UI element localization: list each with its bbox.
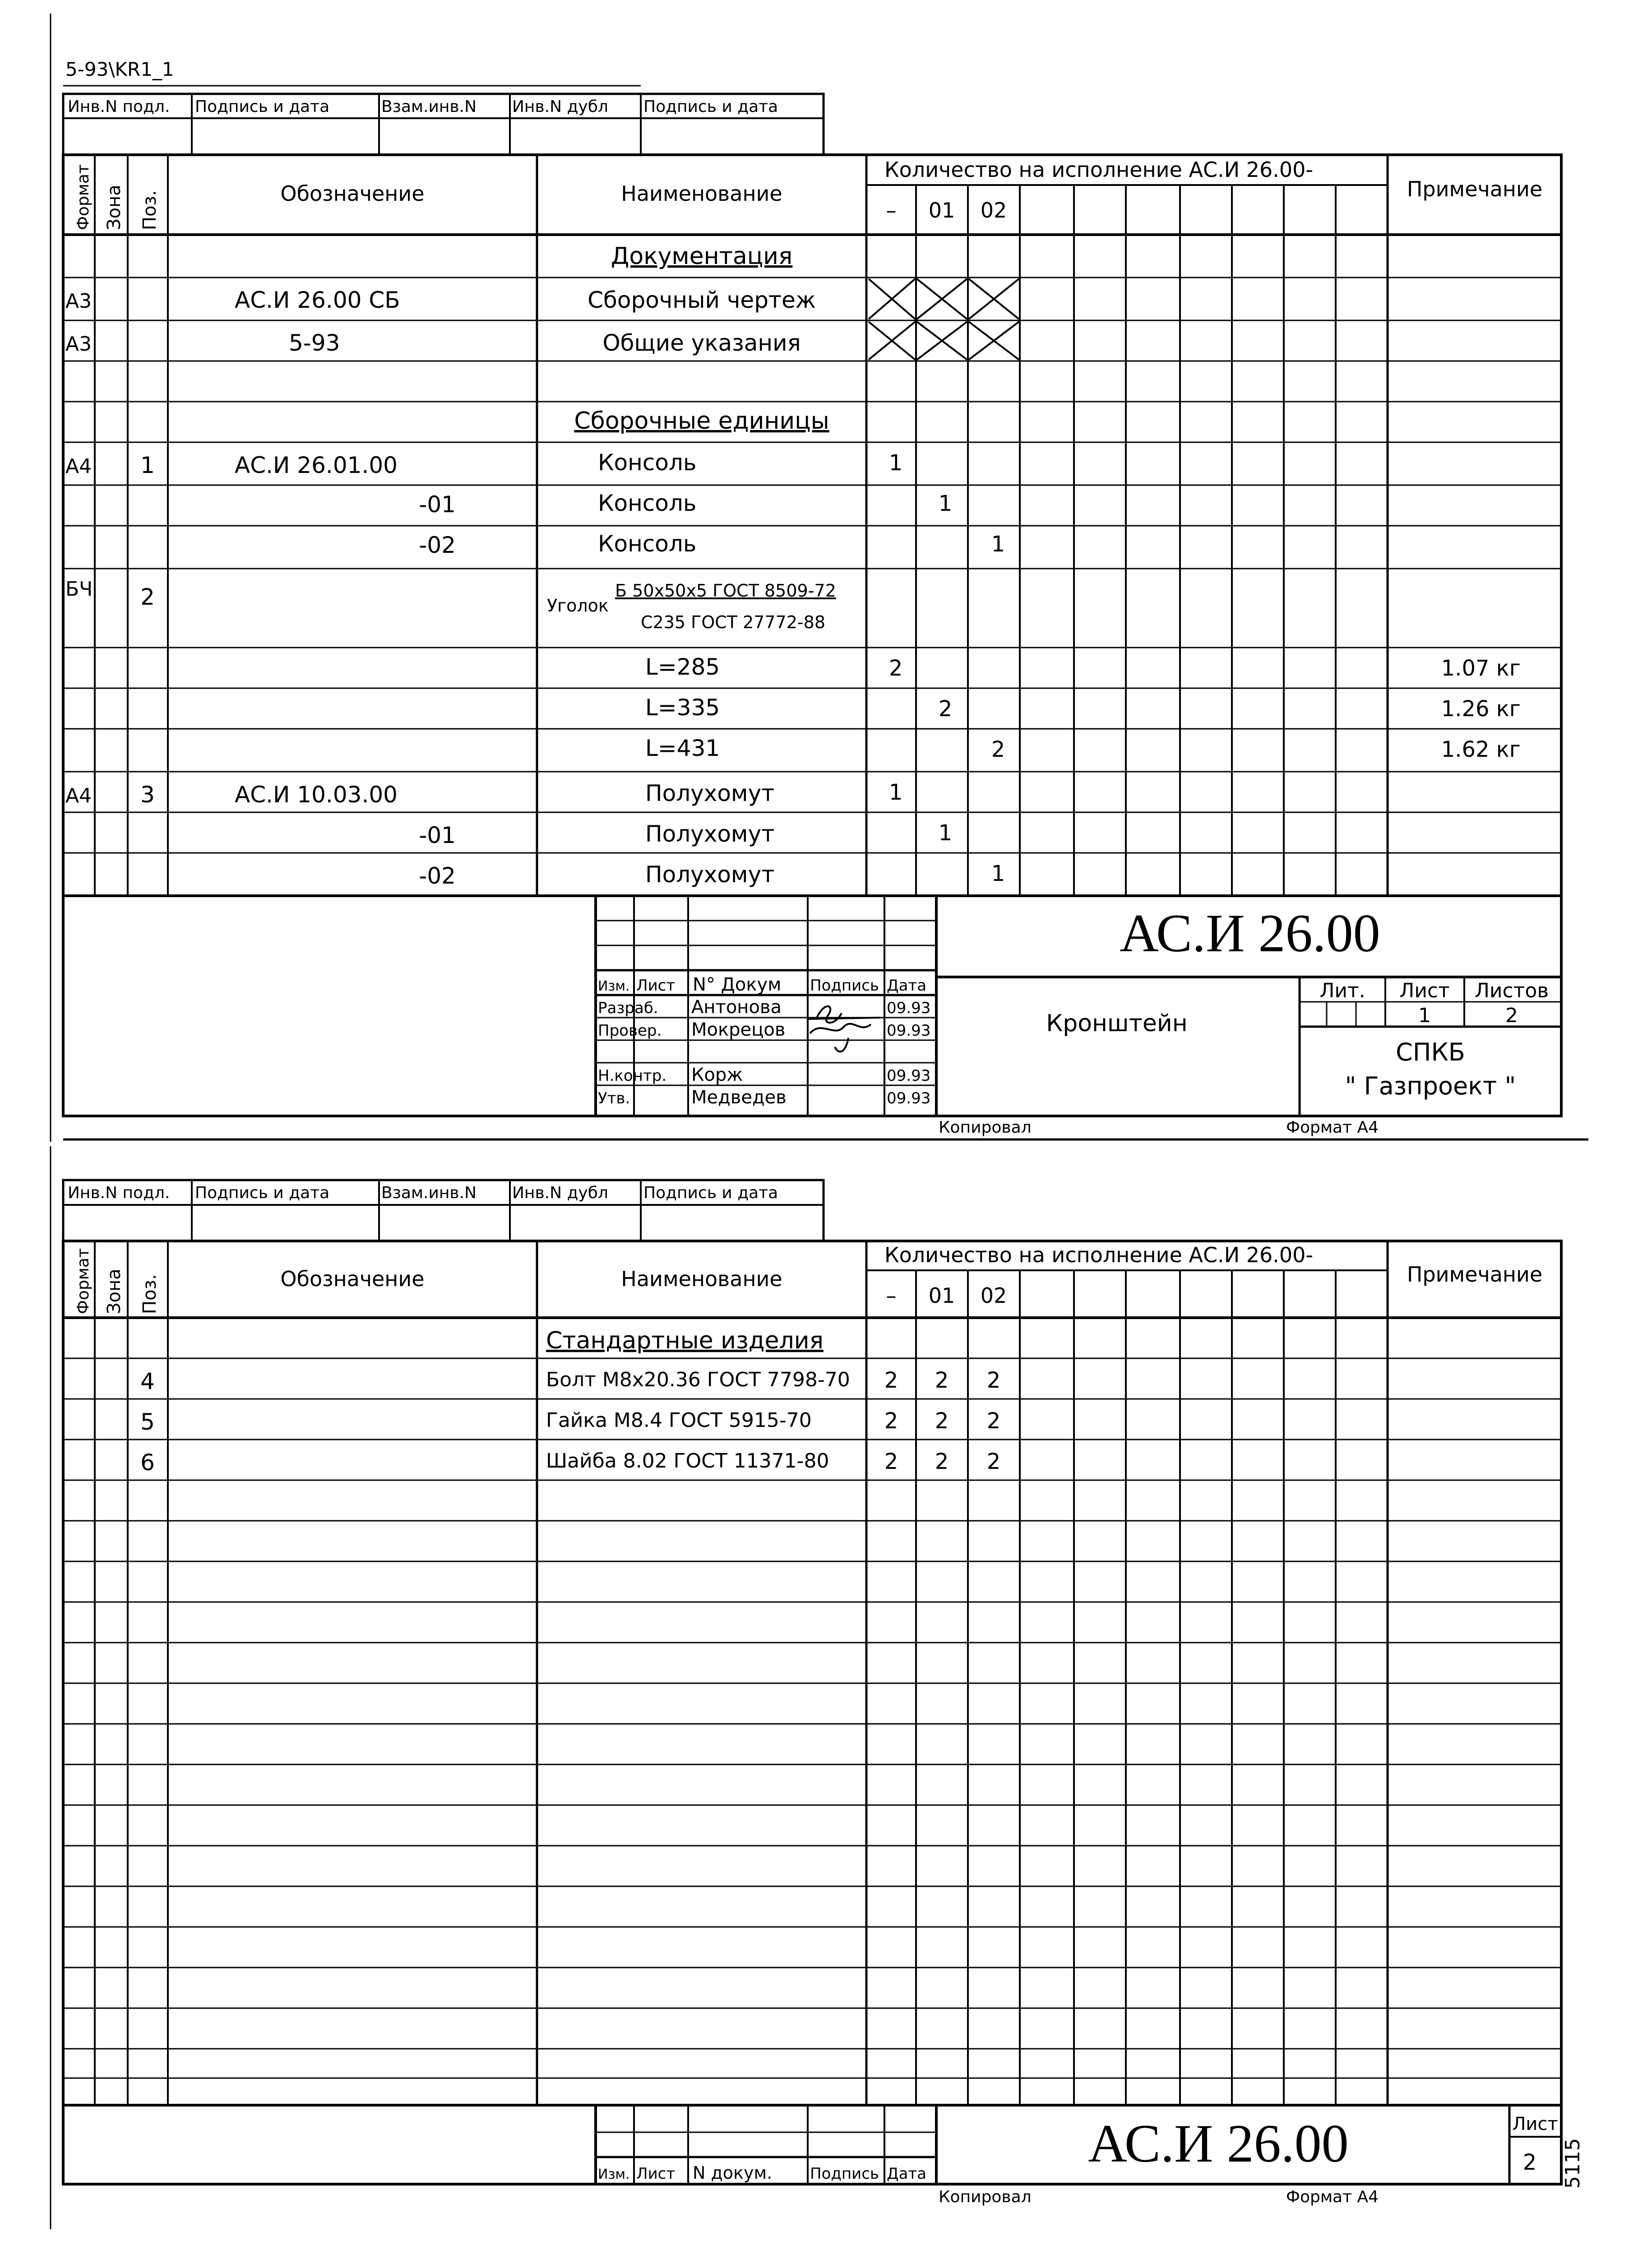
tb2-sheet: 2 (1522, 2150, 1537, 2175)
file-code: 5-93\KR1_1 (65, 58, 174, 80)
row-pos: 2 (140, 584, 155, 610)
stamp-h4: Подпись и дата (643, 97, 778, 116)
doc-x-marks (869, 279, 1019, 360)
row-format: А4 (65, 455, 92, 478)
stamp-h1: Подпись и дата (195, 97, 330, 116)
stamp-h0: Инв.N подл. (68, 97, 170, 116)
row-designation: АС.И 10.03.00 (235, 782, 398, 808)
role-row (598, 1065, 930, 1085)
angle-prefix: Уголок (547, 596, 609, 616)
table-row (645, 735, 1521, 762)
tb-sheets-label: Листов (1474, 979, 1549, 1002)
tb2-sheet-label: Лист (1512, 2114, 1558, 2135)
row-q2: 2 (991, 737, 1005, 762)
table-row (419, 531, 1005, 558)
row-designation: АС.И 26.00 СБ (235, 287, 400, 313)
col-var0: – (886, 198, 897, 222)
col-var1-2: 01 (928, 1283, 955, 1308)
row-q1: 2 (938, 696, 953, 722)
section-standard-items: Стандартные изделия (546, 1327, 824, 1354)
table-row (419, 820, 952, 848)
row-name: L=431 (645, 735, 720, 761)
row-name: Полухомут (645, 780, 775, 806)
tb-lit-label: Лит. (1319, 979, 1365, 1002)
tb-h-list: Лист (636, 977, 676, 995)
row-pos: 4 (140, 1368, 155, 1394)
stamp-h4: Подпись и дата (643, 1184, 778, 1202)
doc-number-2: АС.И 26.00 (1088, 2113, 1349, 2173)
col-note-2: Примечание (1407, 1262, 1543, 1287)
side-mark: 5115 (1561, 2138, 1584, 2189)
tb2-h-date: Дата (887, 2165, 927, 2183)
tb-sheet: 1 (1418, 1004, 1431, 1027)
row-designation: -01 (419, 822, 456, 848)
col-zone: Зона (104, 185, 125, 230)
role-row (598, 1087, 930, 1108)
stamp-h0: Инв.N подл. (68, 1184, 170, 1202)
role-label: Утв. (598, 1089, 630, 1107)
margin-stamp-2 (63, 1180, 824, 1241)
role-name: Медведев (691, 1087, 787, 1108)
row-q0: 2 (884, 1449, 898, 1474)
row-pos: 3 (140, 782, 155, 808)
row-name: Полухомут (645, 821, 775, 847)
tb-h-sign: Подпись (810, 977, 879, 995)
row-format: А4 (65, 784, 92, 807)
stamp-h1: Подпись и дата (195, 1184, 330, 1202)
tb2-format: Формат А4 (1286, 2188, 1379, 2206)
margin-stamp-1 (63, 94, 824, 155)
col-designation: Обозначение (280, 181, 425, 206)
row-name: L=335 (645, 695, 720, 721)
tb2-h-izm: Изм. (598, 2167, 630, 2182)
row-note: 1.26 кг (1441, 696, 1521, 722)
row-q2: 2 (986, 1408, 1001, 1434)
row-q0: 2 (884, 1408, 898, 1434)
row-format: БЧ (65, 578, 93, 601)
table-row (140, 1408, 1000, 1435)
tb-format: Формат А4 (1286, 1118, 1379, 1137)
row-pos: 1 (140, 452, 155, 478)
col-zone-2: Зона (104, 1269, 125, 1314)
row-q2: 2 (986, 1449, 1001, 1474)
row-note: 1.07 кг (1441, 656, 1521, 681)
col-name-2: Наименование (621, 1267, 782, 1291)
section-documentation: Документация (611, 243, 793, 270)
stamp-h2: Взам.инв.N (381, 97, 477, 116)
role-date: 09.93 (887, 1022, 931, 1040)
tb2-h-sign: Подпись (810, 2165, 879, 2183)
col-note: Примечание (1407, 177, 1543, 201)
table-row (140, 1449, 1000, 1476)
row-q1: 2 (935, 1408, 949, 1434)
col-pos-2: Поз. (139, 1274, 160, 1314)
tb-h-date: Дата (887, 977, 927, 995)
table-row (419, 861, 1005, 889)
row-name: L=285 (645, 654, 720, 680)
row-note: 1.62 кг (1441, 737, 1521, 762)
stamp-h2: Взам.инв.N (381, 1184, 477, 1202)
col-pos: Поз. (139, 190, 160, 230)
row-format: А3 (65, 333, 92, 356)
row-q1: 1 (938, 820, 953, 846)
row-designation: 5-93 (289, 330, 340, 356)
table-row (419, 490, 952, 518)
row-designation: АС.И 26.01.00 (235, 452, 398, 478)
col-name: Наименование (621, 181, 782, 206)
role-label: Н.контр. (598, 1067, 667, 1085)
role-row (598, 997, 930, 1018)
row-name: Общие указания (602, 330, 801, 356)
col-format-2: Формат (74, 1248, 93, 1314)
table-row (65, 578, 836, 632)
row-pos: 6 (140, 1449, 155, 1476)
table-row (65, 449, 902, 478)
role-date: 09.93 (887, 999, 931, 1017)
col-var2-2: 02 (980, 1283, 1007, 1308)
row-q2: 1 (991, 861, 1005, 886)
signature-mokretsov (810, 1024, 871, 1052)
role-name: Мокрецов (691, 1019, 786, 1040)
col-var1: 01 (928, 198, 955, 222)
tb-org-1: СПКБ (1396, 1038, 1465, 1066)
tb-sheets: 2 (1505, 1004, 1518, 1027)
angle-fraction-bottom: С235 ГОСТ 27772-88 (641, 612, 826, 632)
angle-fraction-top: Б 50х50х5 ГОСТ 8509-72 (615, 581, 836, 601)
row-name: Шайба 8.02 ГОСТ 11371-80 (546, 1449, 829, 1472)
table-row (140, 1368, 1000, 1394)
row-name: Болт М8х20.36 ГОСТ 7798-70 (546, 1368, 850, 1391)
row-q0: 1 (888, 780, 903, 805)
tb-copied: Копировал (939, 1118, 1032, 1137)
row-q1: 1 (938, 491, 953, 516)
role-label: Разраб. (598, 999, 658, 1017)
col-var0-2: – (886, 1283, 897, 1308)
signature-antonova (808, 1006, 880, 1023)
role-name: Антонова (691, 997, 782, 1018)
row-designation: -01 (419, 491, 456, 518)
col-qty-title: Количество на исполнение АС.И 26.00- (884, 157, 1314, 182)
row-designation: -02 (419, 532, 456, 558)
role-date: 09.93 (887, 1089, 931, 1107)
tb2-h-list: Лист (636, 2165, 676, 2183)
col-designation-2: Обозначение (280, 1267, 425, 1291)
tb-h-doc: N° Докум (693, 974, 782, 995)
row-q1: 2 (935, 1368, 949, 1393)
row-q0: 2 (884, 1368, 898, 1393)
tb-sheet-label: Лист (1399, 979, 1450, 1002)
col-qty-title-2: Количество на исполнение АС.И 26.00- (884, 1243, 1314, 1267)
table-row (65, 780, 902, 808)
stamp-h3: Инв.N дубл (512, 1184, 608, 1202)
doc-number: АС.И 26.00 (1120, 903, 1380, 963)
row-name: Консоль (598, 531, 697, 557)
table-row (645, 695, 1521, 722)
tb-h-izm: Изм. (598, 978, 630, 994)
col-format: Формат (74, 164, 93, 230)
row-q0: 1 (888, 450, 903, 476)
role-date: 09.93 (887, 1067, 931, 1085)
col-var2: 02 (980, 198, 1007, 222)
row-q0: 2 (888, 656, 903, 681)
row-name: Консоль (598, 490, 697, 516)
role-row (598, 1019, 930, 1040)
table-row (645, 654, 1521, 681)
row-name: Полухомут (645, 861, 775, 888)
row-q2: 2 (986, 1368, 1001, 1393)
table-row (65, 330, 801, 356)
role-label: Провер. (598, 1022, 662, 1040)
table-row (65, 287, 816, 313)
tb2-copied: Копировал (939, 2188, 1032, 2206)
row-name: Консоль (598, 449, 697, 476)
role-name: Корж (691, 1065, 743, 1085)
tb2-h-doc: N докум. (693, 2163, 773, 2183)
row-name: Гайка М8.4 ГОСТ 5915-70 (546, 1409, 812, 1432)
tb-title: Кронштейн (1046, 1010, 1188, 1037)
row-q2: 1 (991, 532, 1005, 557)
row-q1: 2 (935, 1449, 949, 1474)
row-name: Сборочный чертеж (588, 287, 816, 313)
stamp-h3: Инв.N дубл (512, 97, 608, 116)
section-assembly: Сборочные единицы (574, 407, 829, 435)
tb-org-2: " Газпроект " (1345, 1072, 1516, 1100)
row-designation: -02 (419, 863, 456, 889)
row-format: А3 (65, 290, 92, 313)
row-pos: 5 (140, 1409, 155, 1435)
